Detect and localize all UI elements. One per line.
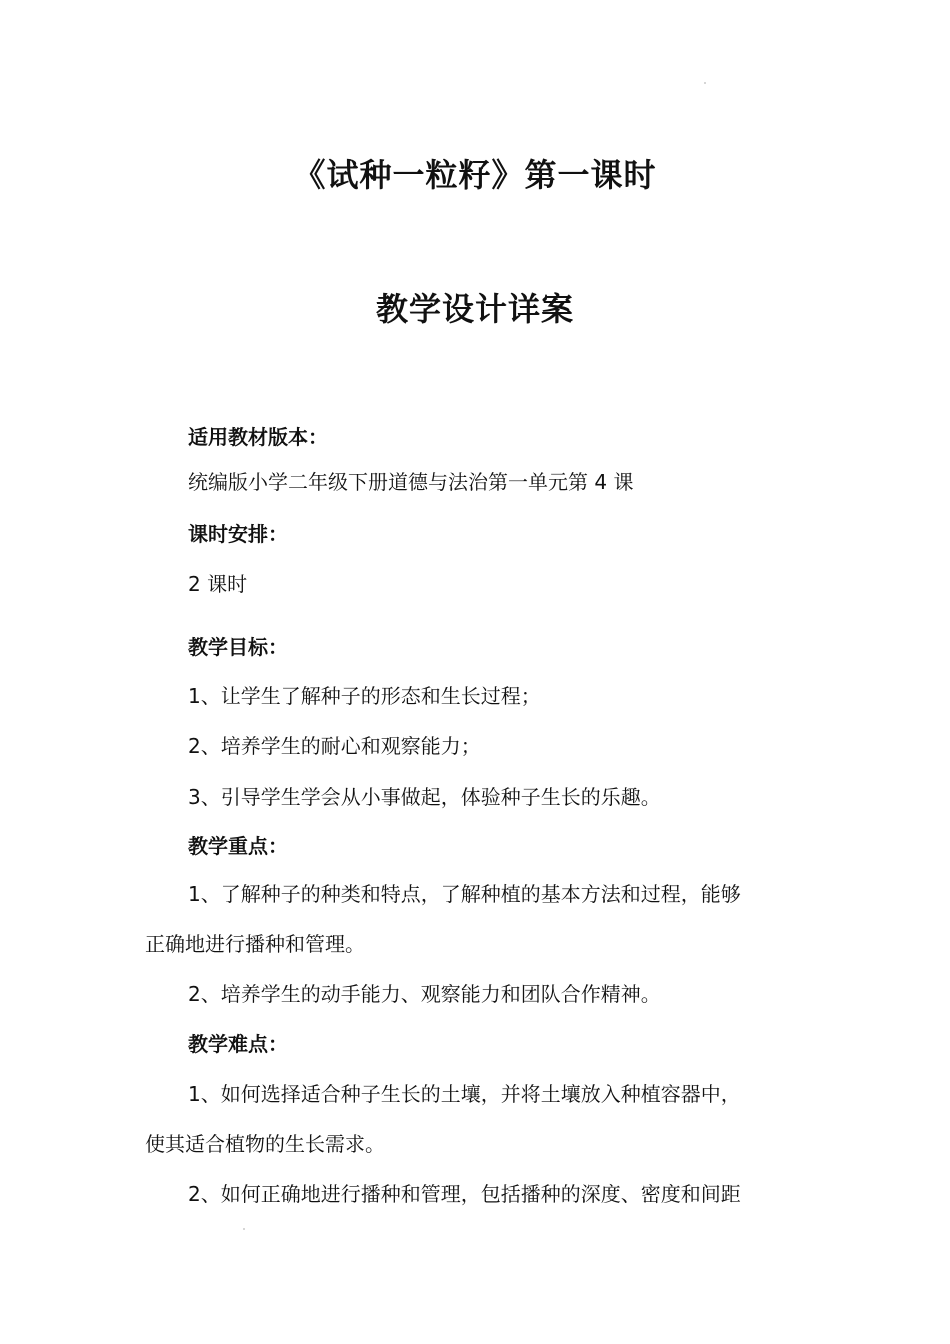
goal-item: 2、培养学生的耐心和观察能力；: [188, 734, 481, 758]
key-point-item-continued: 正确地进行播种和管理。: [145, 932, 365, 956]
key-points-heading: 教学重点：: [188, 834, 288, 858]
difficulty-item: 2、如何正确地进行播种和管理，包括播种的深度、密度和间距: [188, 1182, 741, 1206]
goal-item: 3、引导学生学会从小事做起，体验种子生长的乐趣。: [188, 785, 661, 809]
document-subtitle: 教学设计详案: [375, 290, 574, 328]
goal-item: 1、让学生了解种子的形态和生长过程；: [188, 684, 541, 708]
edition-heading: 适用教材版本：: [188, 425, 328, 449]
difficulty-item: 1、如何选择适合种子生长的土壤，并将土壤放入种植容器中，: [188, 1082, 741, 1106]
schedule-heading: 课时安排：: [188, 522, 288, 546]
difficulty-item-continued: 使其适合植物的生长需求。: [145, 1132, 385, 1156]
document-title: 《试种一粒籽》第一课时: [293, 156, 657, 194]
difficulties-heading: 教学难点：: [188, 1032, 288, 1056]
scan-speck: [704, 82, 706, 84]
goals-heading: 教学目标：: [188, 635, 288, 659]
key-point-item: 1、了解种子的种类和特点，了解种植的基本方法和过程，能够: [188, 882, 741, 906]
edition-content: 统编版小学二年级下册道德与法治第一单元第 4 课: [188, 470, 634, 494]
scan-speck: [243, 1228, 245, 1230]
key-point-item: 2、培养学生的动手能力、观察能力和团队合作精神。: [188, 982, 661, 1006]
schedule-content: 2 课时: [188, 572, 248, 596]
